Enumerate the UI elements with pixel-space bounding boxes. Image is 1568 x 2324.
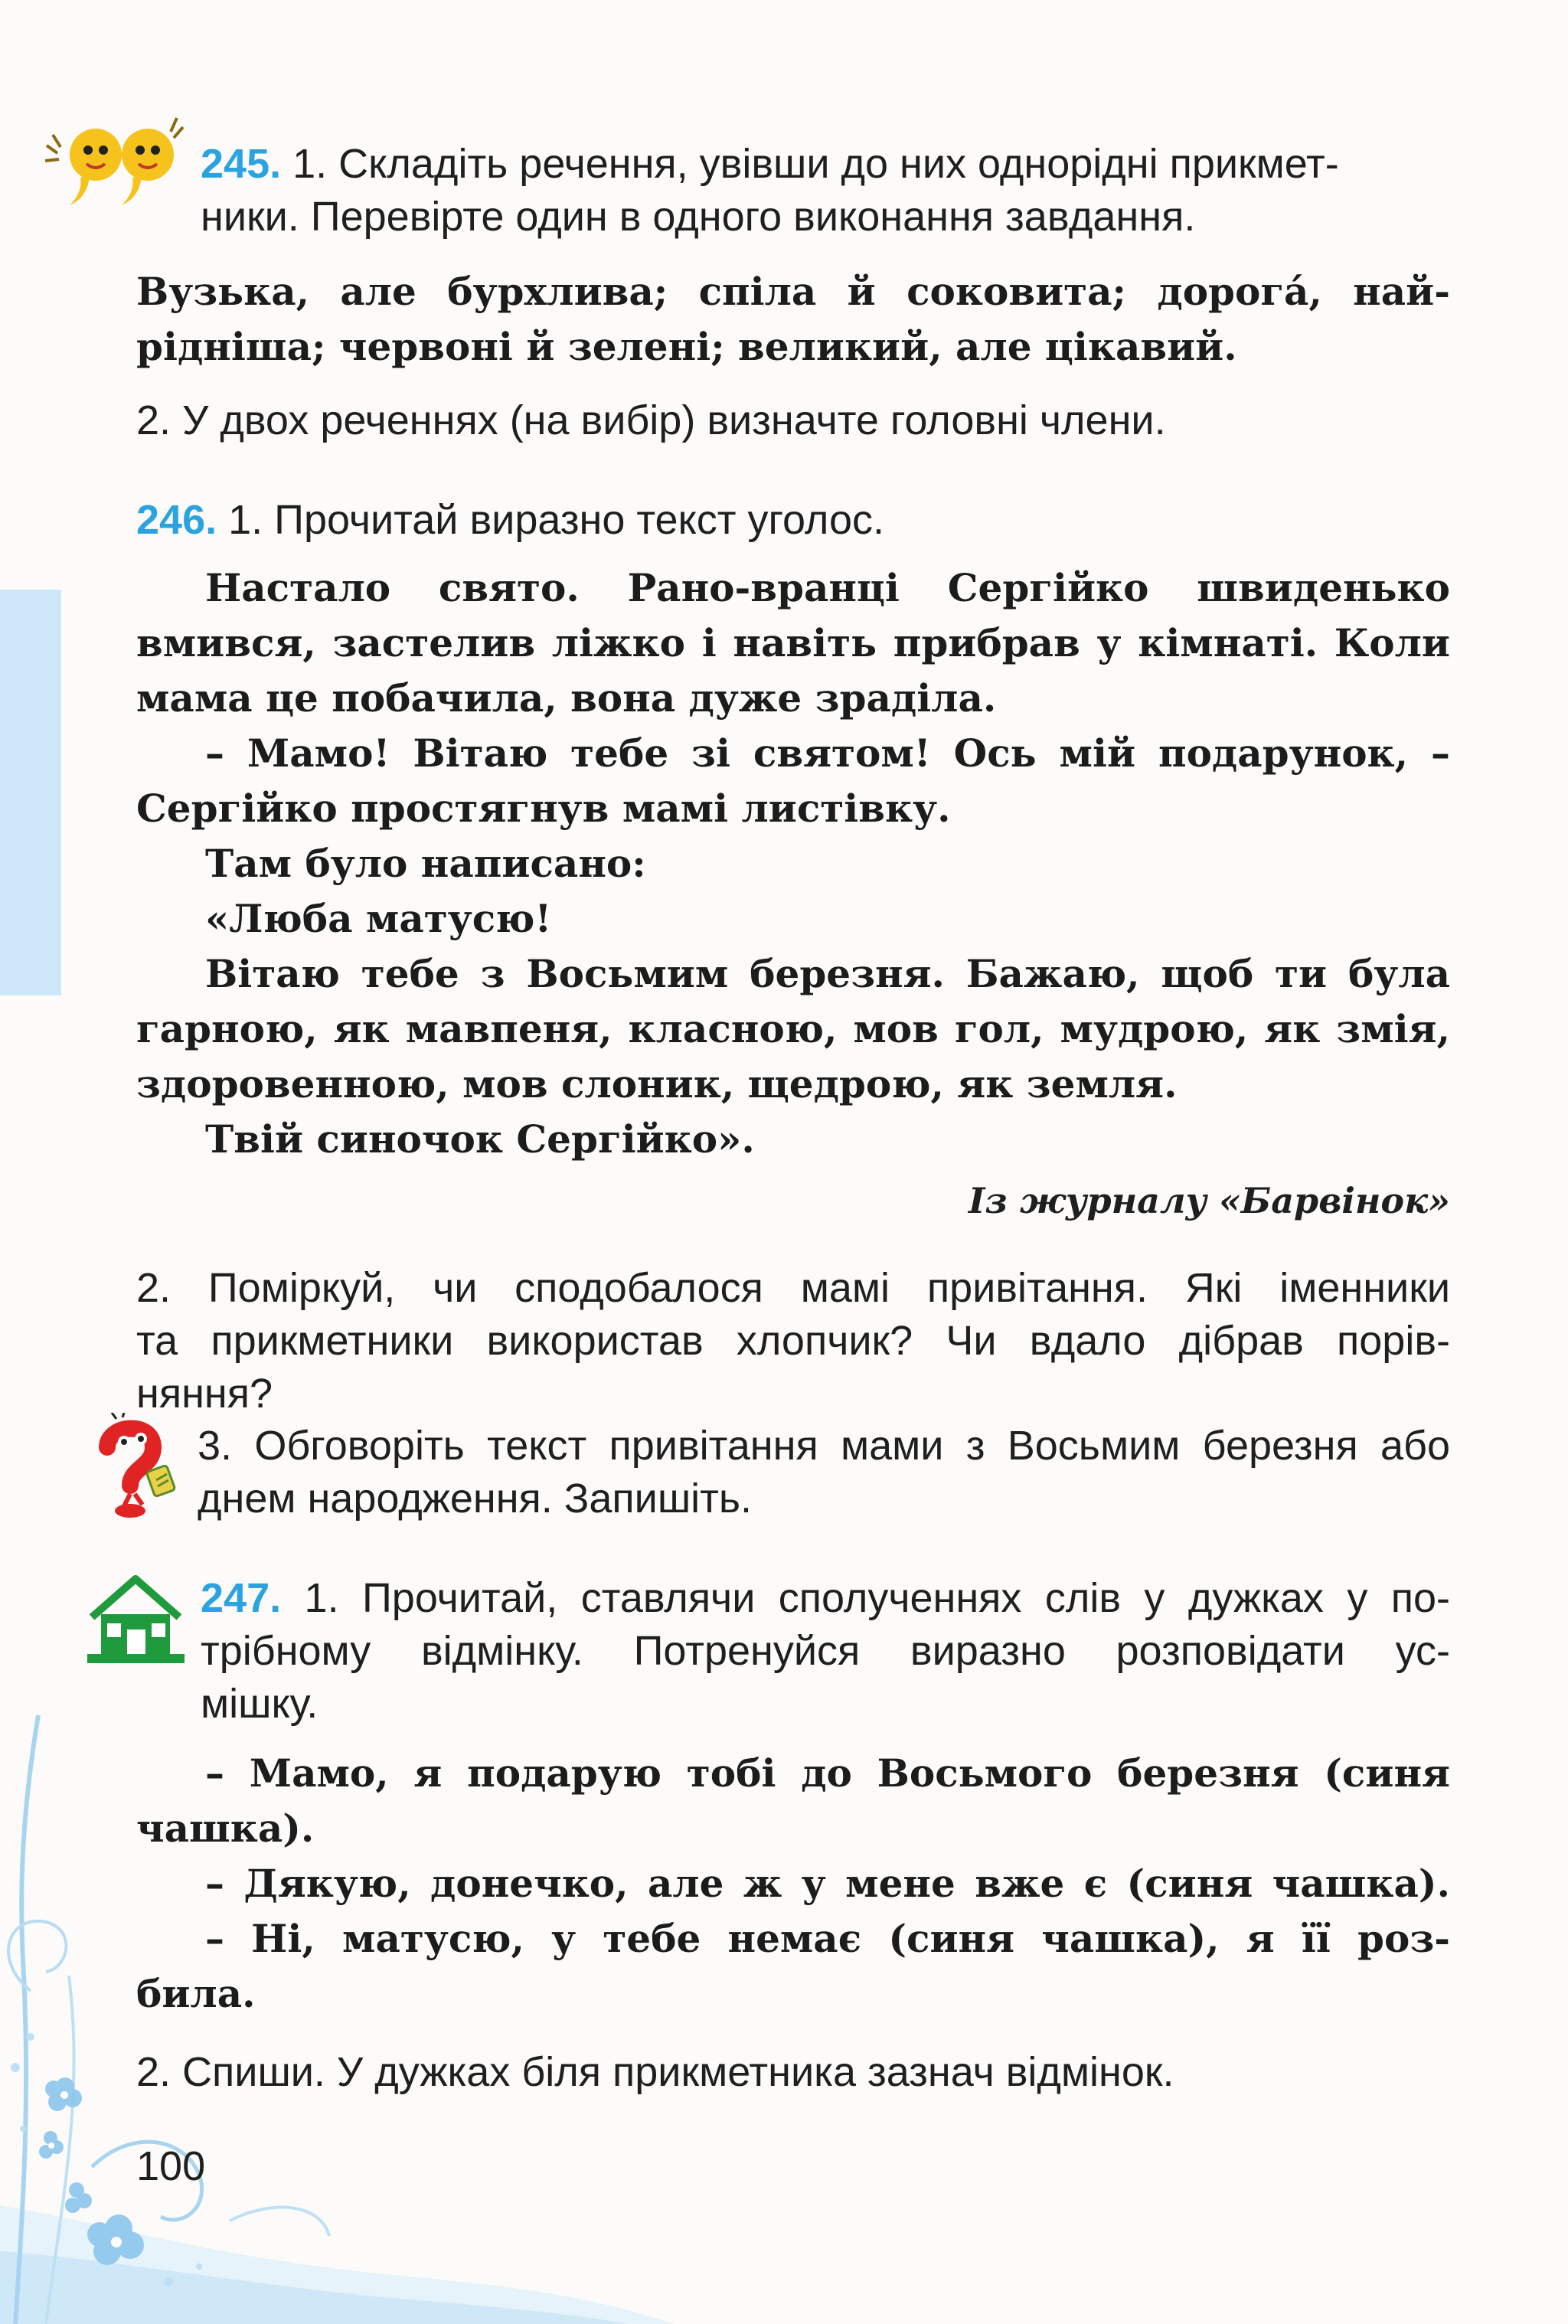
exercise-245-task1-line1: 245. 1. Складіть речення, увівши до них однорідні прикмет- (201, 141, 1339, 187)
text-line: «Люба матусю! (205, 896, 552, 941)
exercise-247-task2: 2. Спиши. У дужках біля прикметника зазнач відмінок. (136, 2049, 1174, 2095)
exercise-247-task1-line2: трібному відмінку. Потренуйся виразно розповідати ус- (201, 1628, 1450, 1674)
text-line: Настало свято. Рано-вранці Сергійко швиденько (205, 565, 1450, 610)
exercise-245-number: 245. (201, 141, 282, 187)
text-line: гарною, як мавпеня, класною, мов гол, мудрою, як змія, (136, 1006, 1450, 1051)
exercise-246-task2-line2: та прикметники використав хлопчик? Чи вдало дібрав порів- (136, 1318, 1450, 1364)
text-line: мама це побачила, вона дуже зраділа. (136, 675, 997, 721)
exercise-246-number: 246. (136, 497, 217, 543)
exercise-246-task2-line3: няння? (136, 1371, 273, 1417)
home-icon (84, 1570, 188, 1669)
dialog-line: – Дякую, донечко, але ж у мене вже є (синя чашка). (205, 1861, 1450, 1906)
text-source: Із журналу «Барвінок» (969, 1180, 1450, 1221)
dialog-line: била. (136, 1971, 256, 2016)
side-color-bar (0, 590, 61, 995)
exercise-247-task1-line3: мішку. (201, 1681, 318, 1727)
text-line: вмився, застелив ліжко і навіть прибрав у кімнаті. Коли (136, 620, 1450, 665)
exercise-245-words-line2: рідніша; червоні й зелені; великий, але цікавий. (136, 324, 1237, 369)
exercise-247-task1-line1: 247. 1. Прочитай, ставлячи сполученнях слів у дужках у по- (201, 1575, 1450, 1621)
dialog-line: – Мамо, я подарую тобі до Восьмого березня (синя (205, 1750, 1450, 1796)
dialog-line: чашка). (136, 1806, 315, 1851)
exercise-246-task1: 246. 1. Прочитай виразно текст уголос. (136, 497, 885, 543)
dialog-line: – Ні, матусю, у тебе немає (синя чашка), я її роз- (205, 1916, 1450, 1961)
exercise-246-task3-line1: 3. Обговоріть текст привітання мами з Восьмим березня або (198, 1423, 1450, 1469)
text-line: – Мамо! Вітаю тебе зі святом! Ось мій подарунок, – (205, 731, 1450, 776)
quote-marks-icon (42, 107, 188, 214)
text-line: Сергійко простягнув мамі листівку. (136, 786, 951, 831)
exercise-246-task2-line1: 2. Поміркуй, чи сподобалося мамі привітання. Які іменники (136, 1265, 1450, 1311)
exercise-247-number: 247. (201, 1575, 282, 1621)
text-line: здоровенною, мов слоник, щедрою, як земля. (136, 1061, 1178, 1106)
page-number: 100 (136, 2143, 206, 2189)
text-line: Вітаю тебе з Восьмим березня. Бажаю, щоб ти була (205, 951, 1450, 996)
exercise-245-words-line1: Вузька, але бурхлива; спіла й соковита; дорога́, най- (136, 269, 1450, 314)
exercise-245-task2: 2. У двох реченнях (на вибір) визначте головні члени. (136, 397, 1166, 443)
question-mark-character-icon (77, 1413, 191, 1528)
exercise-246-task3-line2: днем народження. Запишіть. (198, 1476, 753, 1522)
exercise-245-task1-line2: ники. Перевірте один в одного виконання завдання. (201, 194, 1196, 240)
text-line: Твій синочок Сергійко». (205, 1116, 755, 1162)
text-line: Там було написано: (205, 841, 646, 886)
